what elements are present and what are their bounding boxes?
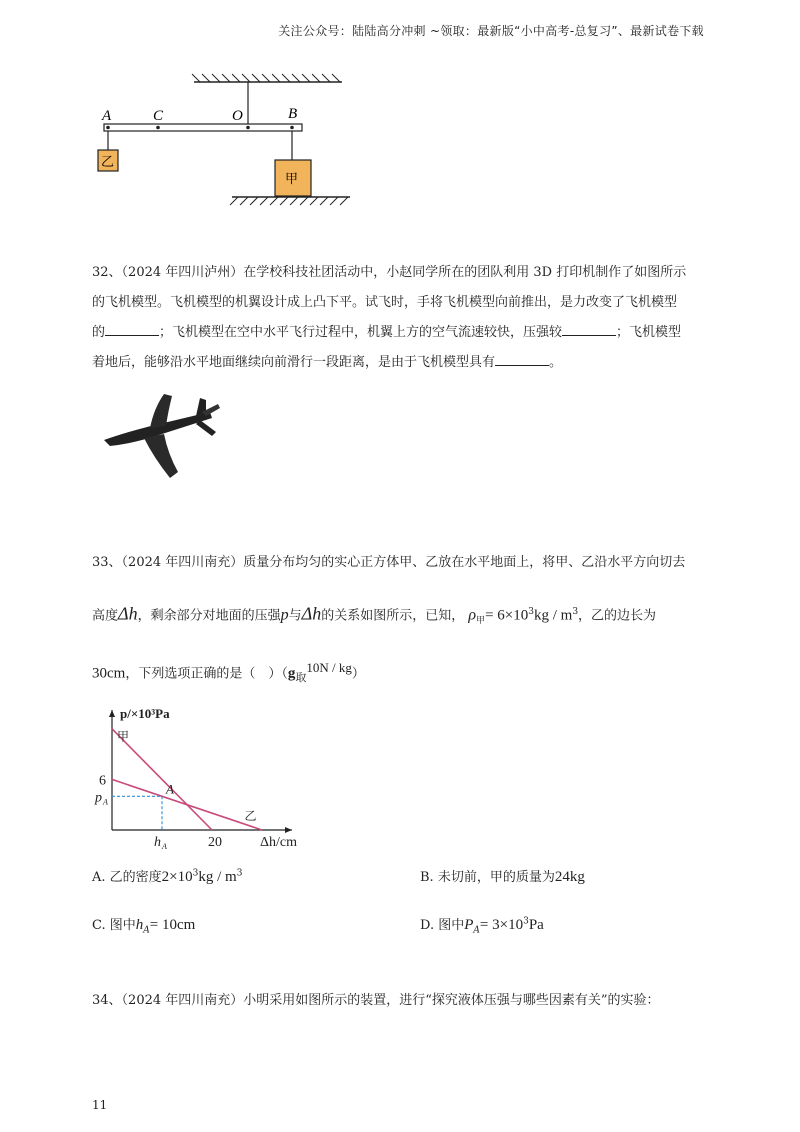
y-axis-label: p/×10³Pa	[120, 706, 170, 721]
block-yi-label: 乙	[101, 155, 115, 170]
label-B: B	[288, 106, 298, 122]
pressure-chart	[88, 702, 308, 852]
x-tick-hA-sub: A	[162, 842, 167, 851]
point-label-A: A	[166, 781, 174, 797]
series-label-jia: 甲	[117, 729, 130, 744]
q33-line1: 33、（2024 年四川南充）质量分布均匀的实心正方体甲、乙放在水平地面上，将甲、乙沿水平方向切去	[92, 555, 686, 570]
x-tick-20: 20	[208, 835, 222, 850]
question-33	[92, 548, 712, 578]
series-line-yi	[112, 779, 262, 830]
y-axis-arrow	[109, 710, 115, 717]
q32-line3: 的 ；飞机模型在空中水平飞行过程中，机翼上方的空气流速较快，压强较 ；飞机模型	[92, 318, 712, 348]
label-C: C	[153, 108, 164, 124]
y-tick-pA-sub: A	[103, 797, 108, 807]
option-C[interactable]: C. 图中$h_A= 10cm$	[92, 917, 196, 936]
q32-line2: 的飞机模型。飞机模型的机翼设计成上凸下平。试飞时，手将飞机模型向前推出，是力改变了飞机模型	[92, 295, 678, 310]
x-tick-hA: h	[154, 835, 161, 850]
question-34	[92, 986, 712, 1016]
page-number: 11	[92, 1098, 108, 1112]
answer-blank-2[interactable]	[562, 322, 616, 336]
option-A[interactable]: A. 乙的密度$2\times 10^3kg / m^3$	[92, 868, 243, 885]
series-label-yi: 乙	[244, 808, 257, 823]
label-A: A	[102, 108, 112, 124]
block-jia-label: 甲	[285, 172, 299, 187]
lever-bar	[104, 124, 302, 131]
option-D[interactable]: D. 图中$P_A= 3\times 10^3Pa$	[420, 916, 544, 936]
q33-line2: 高度Δh，剩余部分对地面的压强p与Δh的关系如图所示，已知， $\rho_甲= 6\times 10^3kg / m^3$，乙的边长为	[92, 603, 657, 626]
q33-line3: 30cm，下列选项正确的是（ ）$(g_取^{10N / kg})$	[92, 660, 365, 684]
answer-blank-3[interactable]	[495, 352, 549, 366]
label-O: O	[232, 108, 243, 124]
x-axis-label: Δh/cm	[260, 835, 297, 850]
lever-figure	[92, 70, 362, 210]
q32-line4: 着地后，能够沿水平地面继续向前滑行一段距离，是由于飞机模型具有 。	[92, 348, 712, 378]
q34-line1: 34、（2024 年四川南充）小明采用如图所示的装置，进行“探究液体压强与哪些因素有关”的实验：	[92, 993, 660, 1008]
question-32	[92, 258, 712, 378]
y-tick-6: 6	[99, 773, 106, 789]
page-header: 关注公众号：陆陆高分冲刺 ~领取：最新版“小中高考-总复习”、最新试卷下载	[278, 24, 704, 38]
answer-blank-1[interactable]	[105, 322, 159, 336]
q32-line1: 32、（2024 年四川泸州）在学校科技社团活动中，小赵同学所在的团队利用 3D 打印机制作了如图所示	[92, 265, 687, 280]
x-axis-arrow	[285, 827, 292, 833]
series-line-jia	[112, 729, 212, 830]
airplane-image	[92, 388, 227, 488]
option-B[interactable]: B. 未切前，甲的质量为24kg	[420, 869, 585, 885]
y-tick-pA: p	[95, 790, 102, 806]
